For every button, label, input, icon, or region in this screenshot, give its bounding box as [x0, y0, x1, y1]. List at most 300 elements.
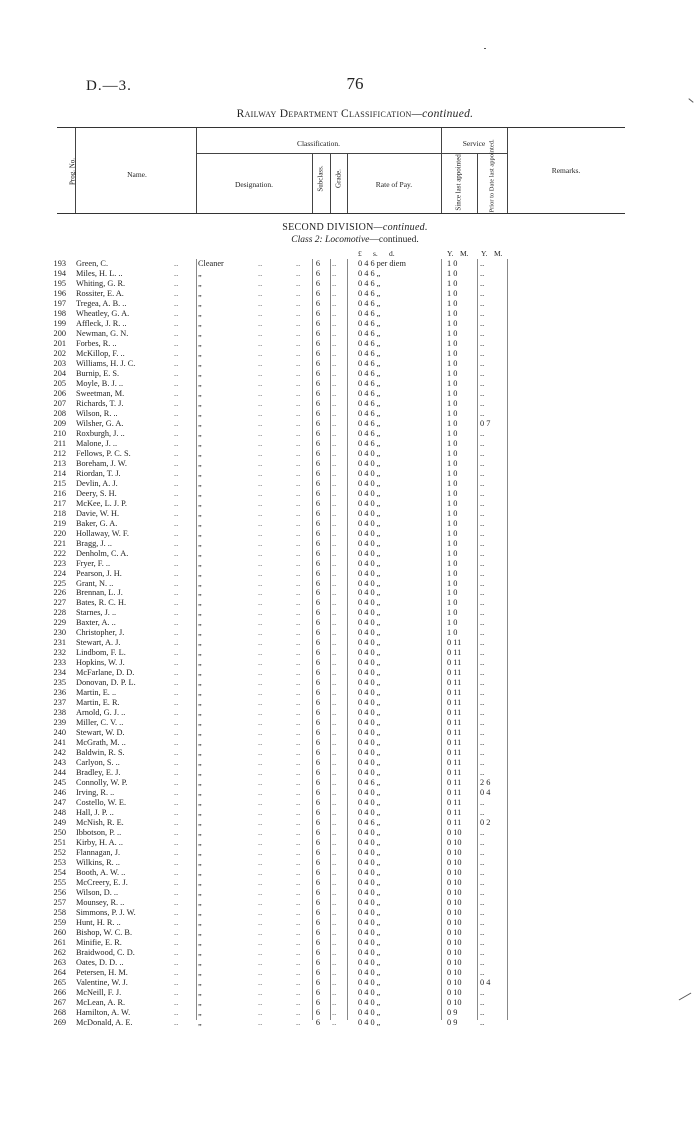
prog-no: 231 [53, 638, 66, 648]
rate-of-pay: 0 4 0 „ [358, 798, 381, 808]
prog-no: 226 [53, 588, 66, 598]
leader-dots: .. [258, 888, 263, 898]
grade: .. [332, 578, 337, 588]
grade: .. [332, 488, 337, 498]
service-since-last: 0 11 [447, 778, 462, 788]
designation: „ [198, 1017, 202, 1027]
service-since-last: 1 0 [447, 628, 458, 638]
service-since-last: 1 0 [447, 378, 458, 388]
service-since-last: 1 0 [447, 468, 458, 478]
employee-name: McNish, R. E. [76, 818, 124, 828]
table-row [0, 778, 700, 788]
leader-dots: .. [296, 937, 301, 947]
leader-dots: .. [258, 838, 263, 848]
leader-dots: .. [296, 798, 301, 808]
grade: .. [332, 858, 337, 868]
designation: „ [198, 668, 202, 678]
service-since-last: 0 11 [447, 678, 462, 688]
leader-dots: .. [174, 498, 179, 508]
grade: .. [332, 898, 337, 907]
employee-name: Rossiter, E. A. [76, 288, 124, 298]
employee-name: Riordan, T. J. [76, 468, 121, 478]
leader-dots: .. [296, 298, 301, 308]
leader-dots: .. [258, 618, 263, 628]
header-rate-of-pay: Rate of Pay. [375, 180, 413, 189]
leader-dots: .. [174, 259, 179, 268]
rate-of-pay: 0 4 0 „ [358, 937, 381, 947]
service-prior: .. [480, 608, 485, 618]
leader-dots: .. [174, 618, 179, 628]
table-row [0, 569, 700, 579]
prog-no: 268 [53, 1007, 66, 1017]
prog-no: 193 [53, 259, 66, 268]
grade: .. [332, 947, 337, 957]
designation: „ [198, 298, 202, 308]
subclass: 6 [315, 947, 321, 957]
designation: „ [198, 438, 202, 448]
employee-name: Burnip, E. S. [76, 368, 120, 378]
service-prior: .. [480, 598, 485, 608]
leader-dots: .. [296, 618, 301, 628]
unit-pound: £ [358, 249, 362, 258]
leader-dots: .. [296, 608, 301, 618]
prog-no: 242 [53, 748, 66, 758]
leader-dots: .. [258, 937, 263, 947]
rate-of-pay: 0 4 0 „ [358, 898, 381, 907]
leader-dots: .. [258, 448, 263, 458]
prog-no: 261 [53, 937, 66, 947]
service-prior: .. [480, 348, 485, 358]
prog-no: 206 [53, 388, 66, 398]
rate-of-pay: 0 4 0 „ [358, 947, 381, 957]
table-row [0, 409, 700, 419]
leader-dots: .. [258, 328, 263, 338]
leader-dots: .. [296, 1017, 301, 1027]
table-row [0, 449, 700, 459]
service-prior: .. [480, 907, 485, 917]
leader-dots: .. [296, 977, 301, 987]
leader-dots: .. [174, 748, 179, 758]
rate-of-pay: 0 4 0 „ [358, 658, 381, 668]
designation: „ [198, 798, 202, 808]
leader-dots: .. [258, 668, 263, 678]
leader-dots: .. [258, 987, 263, 997]
grade: .. [332, 957, 337, 967]
prog-no: 237 [53, 698, 66, 708]
grade: .. [332, 848, 337, 858]
designation: „ [198, 628, 202, 638]
service-since-last: 0 11 [447, 648, 462, 658]
leader-dots: .. [258, 638, 263, 648]
grade: .. [332, 388, 337, 398]
subclass: 6 [315, 828, 321, 838]
leader-dots: .. [258, 1007, 263, 1017]
service-prior: .. [480, 398, 485, 408]
table-row [0, 529, 700, 539]
service-prior: .. [480, 718, 485, 728]
prog-no: 207 [53, 398, 66, 408]
rate-of-pay: 0 4 0 „ [358, 788, 381, 798]
subclass: 6 [315, 548, 321, 558]
service-since-last: 1 0 [447, 438, 458, 448]
leader-dots: .. [174, 977, 179, 987]
leader-dots: .. [174, 868, 179, 878]
grade: .. [332, 518, 337, 528]
subclass: 6 [315, 1017, 321, 1027]
rate-of-pay: 0 4 0 „ [358, 738, 381, 748]
subclass: 6 [315, 388, 321, 398]
employee-name: Wilson, R. .. [76, 408, 118, 418]
designation: „ [198, 758, 202, 768]
subclass: 6 [315, 259, 321, 268]
rate-of-pay: 0 4 6 „ [358, 268, 381, 278]
subclass: 6 [315, 778, 321, 788]
designation: „ [198, 868, 202, 878]
designation: „ [198, 478, 202, 488]
leader-dots: .. [296, 648, 301, 658]
subclass: 6 [315, 308, 321, 318]
service-prior: .. [480, 388, 485, 398]
grade: .. [332, 288, 337, 298]
subclass: 6 [315, 748, 321, 758]
leader-dots: .. [174, 658, 179, 668]
table-row [0, 868, 700, 878]
leader-dots: .. [174, 668, 179, 678]
employee-name: Baldwin, R. S. [76, 748, 125, 758]
table-row [0, 888, 700, 898]
grade: .. [332, 328, 337, 338]
leader-dots: .. [258, 418, 263, 428]
subclass: 6 [315, 618, 321, 628]
leader-dots: .. [174, 768, 179, 778]
leader-dots: .. [296, 888, 301, 898]
designation: „ [198, 718, 202, 728]
grade: .. [332, 568, 337, 578]
service-prior: .. [480, 528, 485, 538]
running-title-continued: —continued. [411, 108, 474, 120]
service-prior: .. [480, 628, 485, 638]
subclass: 6 [315, 428, 321, 438]
designation: „ [198, 338, 202, 348]
prog-no: 259 [53, 917, 66, 927]
leader-dots: .. [296, 568, 301, 578]
service-prior: .. [480, 888, 485, 898]
rate-of-pay: 0 4 0 „ [358, 878, 381, 888]
grade: .. [332, 1007, 337, 1017]
service-prior: .. [480, 798, 485, 808]
designation: „ [198, 648, 202, 658]
service-prior: .. [480, 648, 485, 658]
leader-dots: .. [174, 488, 179, 498]
rate-of-pay: 0 4 0 „ [358, 927, 381, 937]
grade: .. [332, 498, 337, 508]
leader-dots: .. [258, 808, 263, 818]
table-row [0, 668, 700, 678]
designation: „ [198, 878, 202, 888]
designation: „ [198, 418, 202, 428]
leader-dots: .. [296, 718, 301, 728]
subclass: 6 [315, 588, 321, 598]
rate-of-pay: 0 4 0 „ [358, 638, 381, 648]
subclass: 6 [315, 318, 321, 328]
employee-name: Connolly, W. P. [76, 778, 128, 788]
grade: .. [332, 748, 337, 758]
leader-dots: .. [258, 718, 263, 728]
leader-dots: .. [296, 778, 301, 788]
service-prior: .. [480, 308, 485, 318]
page-reference: D.—3. [86, 78, 132, 94]
subclass: 6 [315, 398, 321, 408]
leader-dots: .. [174, 438, 179, 448]
leader-dots: .. [258, 478, 263, 488]
table-row [0, 788, 700, 798]
employee-name: Wheatley, G. A. [76, 308, 130, 318]
rate-of-pay: 0 4 6 „ [358, 358, 381, 368]
grade: .. [332, 728, 337, 738]
subclass: 6 [315, 578, 321, 588]
service-since-last: 0 10 [447, 848, 462, 858]
table-row [0, 948, 700, 958]
employee-name: Mounsey, R. .. [76, 898, 125, 907]
leader-dots: .. [258, 927, 263, 937]
service-since-last: 1 0 [447, 518, 458, 528]
service-prior: .. [480, 878, 485, 888]
leader-dots: .. [258, 977, 263, 987]
subclass: 6 [315, 698, 321, 708]
leader-dots: .. [258, 917, 263, 927]
prog-no: 202 [53, 348, 66, 358]
leader-dots: .. [296, 338, 301, 348]
subclass: 6 [315, 368, 321, 378]
employee-name: Hunt, H. R. .. [76, 917, 121, 927]
service-prior: .. [480, 448, 485, 458]
subclass: 6 [315, 508, 321, 518]
grade: .. [332, 528, 337, 538]
leader-dots: .. [258, 438, 263, 448]
service-since-last: 1 0 [447, 328, 458, 338]
service-prior: .. [480, 758, 485, 768]
service-since-last: 0 10 [447, 957, 462, 967]
table-row [0, 519, 700, 529]
rate-of-pay: 0 4 0 „ [358, 608, 381, 618]
leader-dots: .. [296, 957, 301, 967]
service-prior: 2 6 [480, 778, 491, 788]
leader-dots: .. [258, 758, 263, 768]
designation: „ [198, 708, 202, 718]
table-row [0, 489, 700, 499]
leader-dots: .. [174, 598, 179, 608]
subclass: 6 [315, 358, 321, 368]
grade: .. [332, 688, 337, 698]
service-since-last: 0 11 [447, 758, 462, 768]
employee-name: Deery, S. H. [76, 488, 117, 498]
employee-name: Minifie, E. R. [76, 937, 122, 947]
header-grade: Grade. [334, 169, 343, 188]
leader-dots: .. [296, 508, 301, 518]
subclass: 6 [315, 738, 321, 748]
service-since-last: 1 0 [447, 598, 458, 608]
leader-dots: .. [296, 488, 301, 498]
rate-of-pay: 0 4 6 „ [358, 278, 381, 288]
designation: „ [198, 788, 202, 798]
leader-dots: .. [258, 338, 263, 348]
service-since-last: 1 0 [447, 428, 458, 438]
leader-dots: .. [174, 758, 179, 768]
designation: „ [198, 917, 202, 927]
subclass: 6 [315, 648, 321, 658]
employee-name: Whiting, G. R. [76, 278, 126, 288]
service-since-last: 1 0 [447, 528, 458, 538]
table-row [0, 898, 700, 908]
service-since-last: 1 0 [447, 548, 458, 558]
grade: .. [332, 438, 337, 448]
designation: „ [198, 448, 202, 458]
leader-dots: .. [174, 378, 179, 388]
service-since-last: 0 11 [447, 638, 462, 648]
leader-dots: .. [258, 408, 263, 418]
prog-no: 257 [53, 898, 66, 907]
service-since-last: 0 10 [447, 927, 462, 937]
grade: .. [332, 888, 337, 898]
prog-no: 198 [53, 308, 66, 318]
table-row [0, 728, 700, 738]
designation: „ [198, 328, 202, 338]
class-name: : Locomotive [319, 235, 370, 245]
division-continued: —continued. [373, 222, 428, 233]
prog-no: 263 [53, 957, 66, 967]
leader-dots: .. [174, 708, 179, 718]
prog-no: 235 [53, 678, 66, 688]
designation: „ [198, 288, 202, 298]
table-row [0, 469, 700, 479]
table-row [0, 928, 700, 938]
leader-dots: .. [174, 888, 179, 898]
grade: .. [332, 698, 337, 708]
grade: .. [332, 348, 337, 358]
service-prior: .. [480, 1007, 485, 1017]
leader-dots: .. [296, 458, 301, 468]
leader-dots: .. [174, 778, 179, 788]
employee-name: Wilson, D. .. [76, 888, 119, 898]
service-prior: .. [480, 468, 485, 478]
table-row [0, 559, 700, 569]
employee-name: Martin, E. .. [76, 688, 117, 698]
designation: „ [198, 398, 202, 408]
service-since-last: 1 0 [447, 388, 458, 398]
employee-name: Richards, T. J. [76, 398, 124, 408]
leader-dots: .. [296, 947, 301, 957]
table-row [0, 509, 700, 519]
leader-dots: .. [174, 308, 179, 318]
leader-dots: .. [174, 878, 179, 888]
employee-name: Hall, J. P. .. [76, 808, 114, 818]
leader-dots: .. [296, 418, 301, 428]
table-row [0, 688, 700, 698]
employee-name: Wilkins, R. .. [76, 858, 120, 868]
designation: „ [198, 598, 202, 608]
rate-of-pay: 0 4 0 „ [358, 508, 381, 518]
unit-shilling: s. [373, 249, 378, 258]
prog-no: 265 [53, 977, 66, 987]
employee-name: Starnes, J. .. [76, 608, 117, 618]
grade: .. [332, 668, 337, 678]
subclass: 6 [315, 997, 321, 1007]
service-since-last: 1 0 [447, 618, 458, 628]
subclass: 6 [315, 478, 321, 488]
rate-of-pay: 0 4 0 „ [358, 907, 381, 917]
leader-dots: .. [296, 678, 301, 688]
service-since-last: 0 11 [447, 808, 462, 818]
designation: „ [198, 558, 202, 568]
designation: „ [198, 907, 202, 917]
table-row [0, 399, 700, 409]
service-prior: .. [480, 678, 485, 688]
subclass: 6 [315, 987, 321, 997]
grade: .. [332, 308, 337, 318]
service-since-last: 0 10 [447, 917, 462, 927]
table-row [0, 978, 700, 988]
subclass: 6 [315, 498, 321, 508]
service-since-last: 1 0 [447, 348, 458, 358]
service-since-last: 0 11 [447, 658, 462, 668]
designation: „ [198, 498, 202, 508]
designation: „ [198, 378, 202, 388]
table-row [0, 579, 700, 589]
employee-name: McDonald, A. E. [76, 1017, 133, 1027]
table-row [0, 549, 700, 559]
designation: „ [198, 678, 202, 688]
employee-name: Forbes, R. .. [76, 338, 117, 348]
designation: „ [198, 488, 202, 498]
employee-name: Wilsher, G. A. [76, 418, 124, 428]
service-since-last: 1 0 [447, 478, 458, 488]
prog-no: 194 [53, 268, 66, 278]
subclass: 6 [315, 937, 321, 947]
class-prefix: Class 2 [291, 235, 320, 245]
leader-dots: .. [174, 388, 179, 398]
service-prior: .. [480, 828, 485, 838]
leader-dots: .. [174, 828, 179, 838]
employee-name: Baker, G. A. [76, 518, 118, 528]
grade: .. [332, 1017, 337, 1027]
grade: .. [332, 378, 337, 388]
prog-no: 209 [53, 418, 66, 428]
leader-dots: .. [258, 858, 263, 868]
grade: .. [332, 358, 337, 368]
subclass: 6 [315, 818, 321, 828]
rate-of-pay: 0 4 0 „ [358, 967, 381, 977]
table-row [0, 848, 700, 858]
subclass: 6 [315, 518, 321, 528]
leader-dots: .. [296, 878, 301, 888]
table-row [0, 878, 700, 888]
service-prior: .. [480, 917, 485, 927]
leader-dots: .. [258, 907, 263, 917]
leader-dots: .. [174, 927, 179, 937]
designation: „ [198, 408, 202, 418]
service-since-last: 1 0 [447, 498, 458, 508]
leader-dots: .. [296, 628, 301, 638]
employee-name: Simmons, P. J. W. [76, 907, 136, 917]
leader-dots: .. [174, 268, 179, 278]
grade: .. [332, 398, 337, 408]
subclass: 6 [315, 538, 321, 548]
grade: .. [332, 868, 337, 878]
employee-name: Petersen, H. M. [76, 967, 128, 977]
leader-dots: .. [258, 708, 263, 718]
employee-name: Denholm, C. A. [76, 548, 129, 558]
leader-dots: .. [174, 468, 179, 478]
